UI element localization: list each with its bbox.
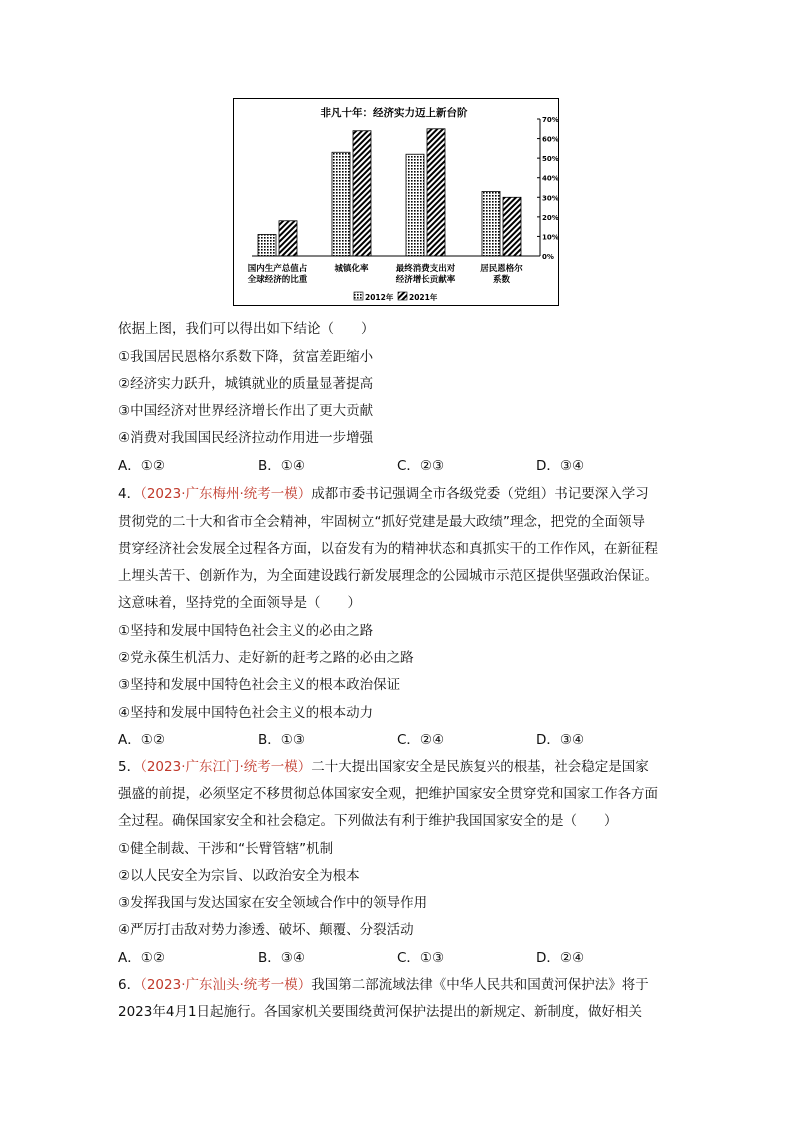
q5-option-d[interactable]: D．②④ <box>536 950 585 966</box>
q5-option-a[interactable]: A．①② <box>118 950 165 966</box>
q4-option-c[interactable]: C．②④ <box>397 732 445 748</box>
y-tick-label: 30% <box>542 194 559 203</box>
q4-option-b[interactable]: B．①③ <box>258 732 305 748</box>
q3-option-c[interactable]: C．②③ <box>397 458 445 474</box>
q5-option-c[interactable]: C．①③ <box>397 950 445 966</box>
q6-line-2: 2023年4月1日起施行。各国家机关要围绕黄河保护法提出的新规定、新制度，做好相关 <box>118 1004 643 1020</box>
q5-source: （2023·广东江门·统考一模） <box>140 759 312 775</box>
q6-text-1: 我国第二部流域法律《中华人民共和国黄河保护法》将于 <box>311 977 649 993</box>
q5-item-4: ④严厉打击敌对势力渗透、破坏、颠覆、分裂活动 <box>118 922 414 938</box>
bar-2012-3 <box>482 191 500 256</box>
q5-line-1 <box>118 758 649 776</box>
q5-item-1: ①健全制裁、干涉和“长臂管辖”机制 <box>118 841 334 857</box>
q5-number: 5． <box>118 759 141 775</box>
bar-2012-2 <box>406 154 424 256</box>
x-category-label: 居民恩格尔 <box>480 264 523 274</box>
q3-stem: 依据上图，我们可以得出如下结论（ ） <box>118 321 375 337</box>
q6-line-1 <box>118 976 649 994</box>
q4-item-2: ②党永葆生机活力、走好新的赶考之路的必由之路 <box>118 650 414 666</box>
y-tick-label: 10% <box>542 233 559 242</box>
q3-option-d[interactable]: D．③④ <box>536 458 585 474</box>
q5-line-3: 全过程。确保国家安全和社会稳定。下列做法有利于维护我国国家安全的是（ ） <box>118 813 618 829</box>
x-category-label: 城镇化率 <box>334 264 369 274</box>
q5-text-1: 二十大提出国家安全是民族复兴的根基，社会稳定是国家 <box>311 759 649 775</box>
y-tick-label: 20% <box>542 213 559 222</box>
q4-source: （2023·广东梅州·统考一模） <box>140 486 312 502</box>
legend-swatch-0 <box>354 292 363 300</box>
y-tick-label: 0% <box>542 253 554 261</box>
bar-2012-0 <box>258 234 276 256</box>
q4-line-1 <box>118 485 649 503</box>
q3-item-2: ②经济实力跃升，城镇就业的质量显著提高 <box>118 376 374 392</box>
x-category-label: 国内生产总值占 <box>247 264 308 274</box>
q4-line-3: 贯穿经济社会发展全过程各方面，以奋发有为的精神状态和真抓实干的工作作风，在新征程 <box>118 541 658 557</box>
bar-2021-1 <box>353 131 371 256</box>
q6-number: 6． <box>118 977 141 993</box>
y-tick-label: 60% <box>542 135 559 144</box>
chart-svg <box>234 99 560 307</box>
x-category-label: 最终消费支出对 <box>395 264 456 274</box>
q4-number: 4． <box>118 486 141 502</box>
q5-item-2: ②以人民安全为宗旨、以政治安全为根本 <box>118 868 360 884</box>
q3-option-a[interactable]: A．①② <box>118 458 165 474</box>
q3-item-4: ④消费对我国国民经济拉动作用进一步增强 <box>118 430 374 446</box>
y-tick-label: 70% <box>542 116 559 124</box>
q3-item-3: ③中国经济对世界经济增长作出了更大贡献 <box>118 403 374 419</box>
q4-item-3: ③坚持和发展中国特色社会主义的根本政治保证 <box>118 677 401 693</box>
x-category-label: 系数 <box>492 275 511 285</box>
bar-chart <box>233 98 559 306</box>
bar-2021-3 <box>503 197 521 256</box>
q4-option-a[interactable]: A．①② <box>118 732 165 748</box>
bar-2012-1 <box>332 152 350 256</box>
q4-item-1: ①坚持和发展中国特色社会主义的必由之路 <box>118 623 374 639</box>
q4-line-2: 贯彻党的二十大和省市全会精神，牢固树立“抓好党建是最大政绩”理念，把党的全面领导 <box>118 514 645 530</box>
q5-line-2: 强盛的前提，必须坚定不移贯彻总体国家安全观，把维护国家安全贯穿党和国家工作各方面 <box>118 786 658 802</box>
q4-line-4: 上埋头苦干、创新作为，为全面建设践行新发展理念的公园城市示范区提供坚强政治保证。 <box>118 568 658 584</box>
chart-title: 非凡十年：经济实力迈上新台阶 <box>320 107 468 119</box>
legend-swatch-1 <box>398 292 407 300</box>
y-tick-label: 50% <box>542 155 559 164</box>
x-category-label: 全球经济的比重 <box>247 275 308 285</box>
q3-option-b[interactable]: B．①④ <box>258 458 305 474</box>
q5-option-b[interactable]: B．③④ <box>258 950 305 966</box>
y-tick-label: 40% <box>542 174 559 183</box>
legend-label-0: 2012年 <box>365 293 394 302</box>
q4-option-d[interactable]: D．③④ <box>536 732 585 748</box>
q4-line-5: 这意味着，坚持党的全面领导是（ ） <box>118 595 361 611</box>
q3-item-1: ①我国居民恩格尔系数下降，贫富差距缩小 <box>118 349 374 365</box>
legend-label-1: 2021年 <box>409 293 438 302</box>
q4-text-1: 成都市委书记强调全市各级党委（党组）书记要深入学习 <box>311 486 649 502</box>
q5-item-3: ③发挥我国与发达国家在安全领域合作中的领导作用 <box>118 895 428 911</box>
q6-source: （2023·广东汕头·统考一模） <box>140 977 312 993</box>
x-category-label: 经济增长贡献率 <box>395 275 456 285</box>
bar-2021-2 <box>427 129 445 256</box>
bar-2021-0 <box>279 221 297 256</box>
q4-item-4: ④坚持和发展中国特色社会主义的根本动力 <box>118 705 374 721</box>
